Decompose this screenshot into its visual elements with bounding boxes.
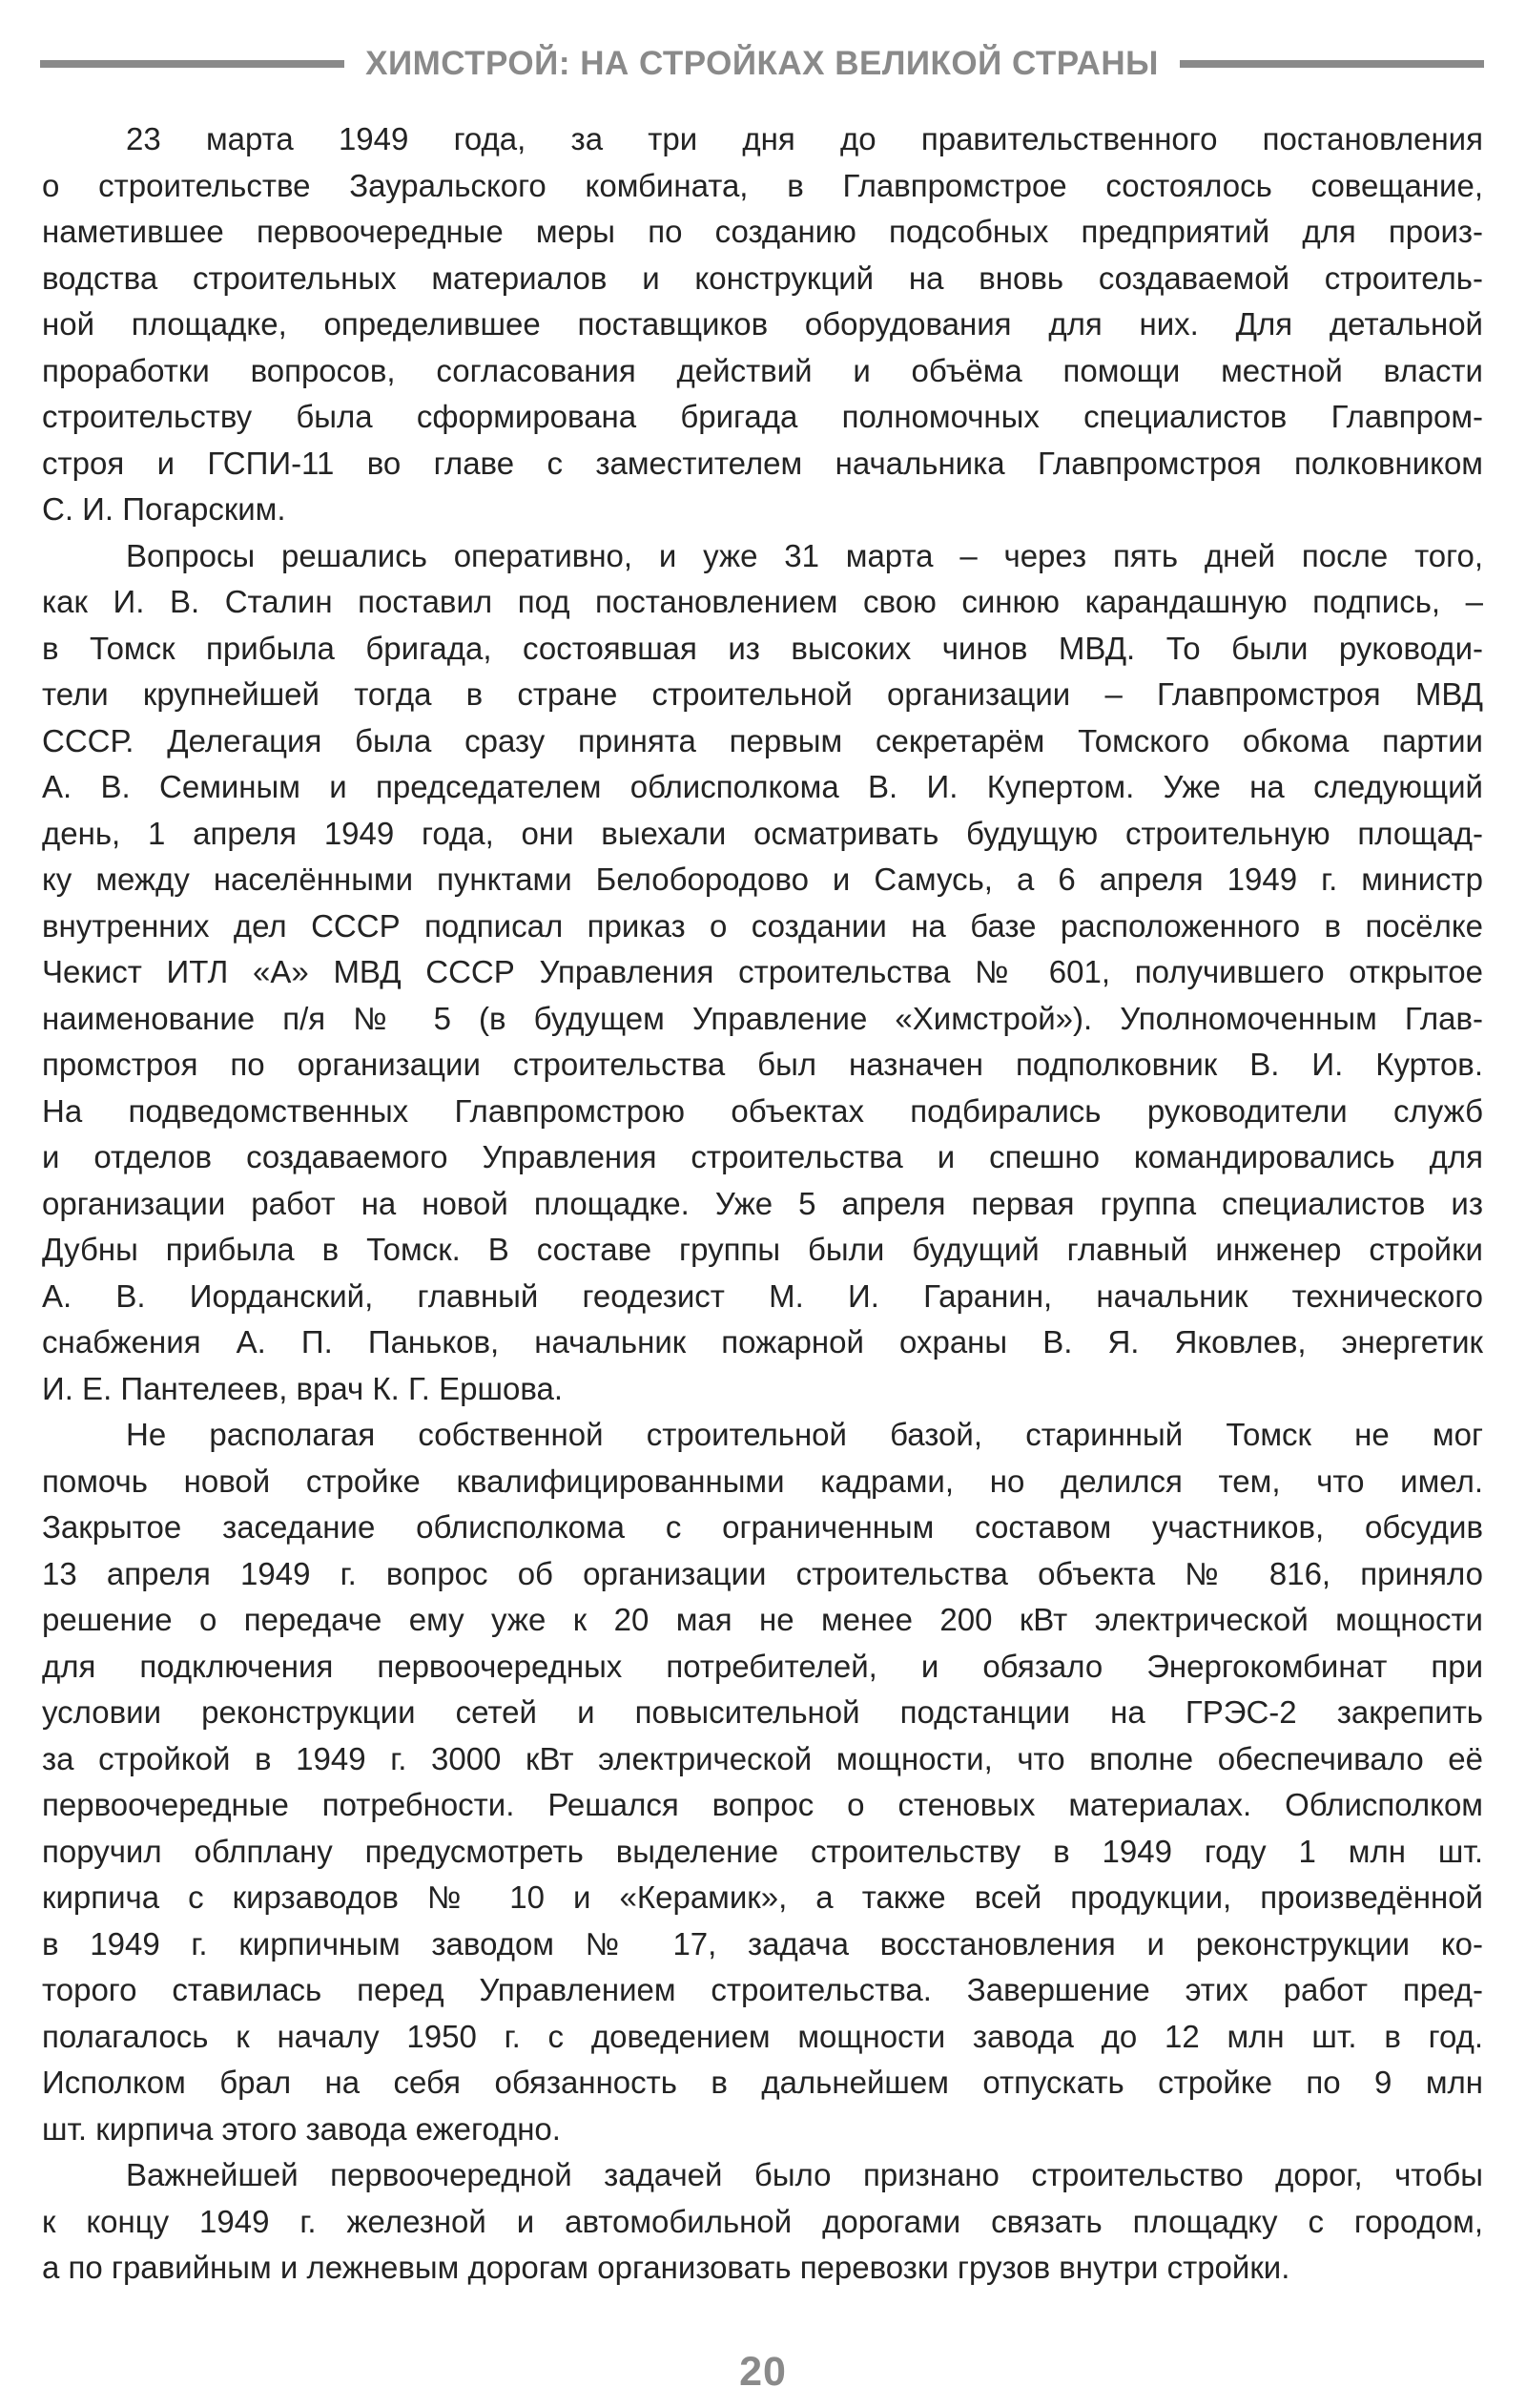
text-line: организации работ на новой площадке. Уже 5 апреля первая группа специалистов из: [42, 1185, 1483, 1221]
running-title: ХИМСТРОЙ: НА СТРОЙКАХ ВЕЛИКОЙ СТРАНЫ: [365, 45, 1159, 82]
text-line: 13 апреля 1949 г. вопрос об организации строительства объекта № 816, приняло: [42, 1555, 1483, 1591]
text-line: наметившее первоочередные меры по созданию подсобных предприятий для произ-: [42, 214, 1483, 249]
header-rule-right: [1180, 60, 1484, 68]
page-header: [40, 42, 1484, 86]
page-number: 20: [739, 2349, 787, 2395]
text-line: строительству была сформирована бригада полномочных специалистов Главпром-: [42, 399, 1483, 434]
text-line: первоочередные потребности. Решался вопрос о стеновых материалах. Облисполком: [42, 1787, 1483, 1822]
text-line: условии реконструкции сетей и повысительной подстанции на ГРЭС-2 закрепить: [42, 1694, 1483, 1730]
text-line: помочь новой стройке квалифицированными кадрами, но делился тем, что имел.: [42, 1463, 1483, 1499]
text-line: день, 1 апреля 1949 года, они выехали осматривать будущую строительную площад-: [42, 815, 1483, 851]
text-line: за стройкой в 1949 г. 3000 кВт электрической мощности, что вполне обеспечивало её: [42, 1740, 1483, 1776]
text-line: в Томск прибыла бригада, состоявшая из высоких чинов МВД. То были руководи-: [42, 630, 1483, 666]
text-line: в 1949 г. кирпичным заводом № 17, задача восстановления и реконструкции ко-: [42, 1925, 1483, 1962]
text-line: СССР. Делегация была сразу принята первым секретарём Томского обкома партии: [42, 722, 1483, 758]
text-line: водства строительных материалов и конструкций на вновь создаваемой строитель-: [42, 259, 1483, 296]
text-line: полагалось к началу 1950 г. с доведением мощности завода до 12 млн шт. в год.: [42, 2018, 1483, 2054]
text-line: внутренних дел СССР подписал приказ о создании на базе расположенного в посёлке: [42, 907, 1483, 944]
text-line: Важнейшей первоочередной задачей было признано строительство дорог, чтобы: [126, 2157, 1483, 2192]
text-line: шт. кирпича этого завода ежегодно.: [42, 2110, 561, 2147]
text-line: промстроя по организации строительства был назначен подполковник В. И. Куртов.: [42, 1047, 1483, 1082]
text-line: как И. В. Сталин поставил под постановлением свою синюю карандашную подпись, –: [42, 584, 1483, 619]
text-line: 23 марта 1949 года, за три дня до правительственного постановления: [126, 121, 1483, 156]
text-line: ку между населёнными пунктами Белобородово и Самусь, а 6 апреля 1949 г. министр: [42, 861, 1483, 897]
text-line: проработки вопросов, согласования действий и объёма помощи местной власти: [42, 352, 1483, 388]
text-line: Вопросы решались оперативно, и уже 31 марта – через пять дней после того,: [126, 537, 1483, 573]
text-line: а по гравийным и лежневым дорогам организовать перевозки грузов внутри стройки.: [42, 2250, 1290, 2285]
text-line: И. Е. Пантелеев, врач К. Г. Ершова.: [42, 1370, 564, 1406]
text-line: ной площадке, определившее поставщиков оборудования для них. Для детальной: [42, 306, 1483, 342]
text-line: решение о передаче ему уже к 20 мая не менее 200 кВт электрической мощности: [42, 1602, 1483, 1637]
text-line: На подведомственных Главпромстрою объектах подбирались руководители служб: [42, 1092, 1483, 1129]
text-line: снабжения А. П. Паньков, начальник пожарной охраны В. Я. Яковлев, энергетик: [42, 1324, 1483, 1360]
text-line: кирпича с кирзаводов № 10 и «Керамик», а также всей продукции, произведённой: [42, 1879, 1483, 1915]
text-line: для подключения первоочередных потребителей, и обязало Энергокомбинат при: [42, 1648, 1483, 1684]
text-line: поручил облплану предусмотреть выделение строительству в 1949 году 1 млн шт.: [42, 1833, 1483, 1869]
header-rule-left: [40, 60, 344, 68]
text-line: к концу 1949 г. железной и автомобильной дорогами связать площадку с городом,: [42, 2203, 1483, 2239]
text-line: тели крупнейшей тогда в стране строительной организации – Главпромстроя МВД: [42, 676, 1483, 712]
text-line: наименование п/я № 5 (в будущем Управление «Химстрой»). Уполномоченным Глав-: [42, 1000, 1483, 1036]
text-line: о строительстве Зауральского комбината, в Главпромстрое состоялось совещание,: [42, 167, 1483, 203]
text-line: С. И. Погарским.: [42, 491, 286, 527]
text-line: Не располагая собственной строительной базой, старинный Томск не мог: [126, 1417, 1483, 1452]
text-line: А. В. Семиным и председателем облисполкома В. И. Купертом. Уже на следующий: [42, 769, 1483, 804]
text-line: А. В. Иорданский, главный геодезист М. И. Гаранин, начальник технического: [42, 1277, 1483, 1314]
text-line: и отделов создаваемого Управления строительства и спешно командировались для: [42, 1139, 1483, 1174]
text-line: Закрытое заседание облисполкома с ограниченным составом участников, обсудив: [42, 1509, 1483, 1545]
text-line: торого ставилась перед Управлением строительства. Завершение этих работ пред-: [42, 1972, 1483, 2007]
text-line: Исполком брал на себя обязанность в дальнейшем отпускать стройке по 9 млн: [42, 2065, 1483, 2100]
text-line: Чекист ИТЛ «А» МВД СССР Управления строительства № 601, получившего открытое: [42, 954, 1483, 989]
page-footer: [0, 2349, 1526, 2396]
page-body: [42, 116, 1483, 2292]
text-line: строя и ГСПИ-11 во главе с заместителем начальника Главпромстроя полковником: [42, 445, 1483, 481]
text-line: Дубны прибыла в Томск. В составе группы были будущий главный инженер стройки: [42, 1232, 1483, 1267]
